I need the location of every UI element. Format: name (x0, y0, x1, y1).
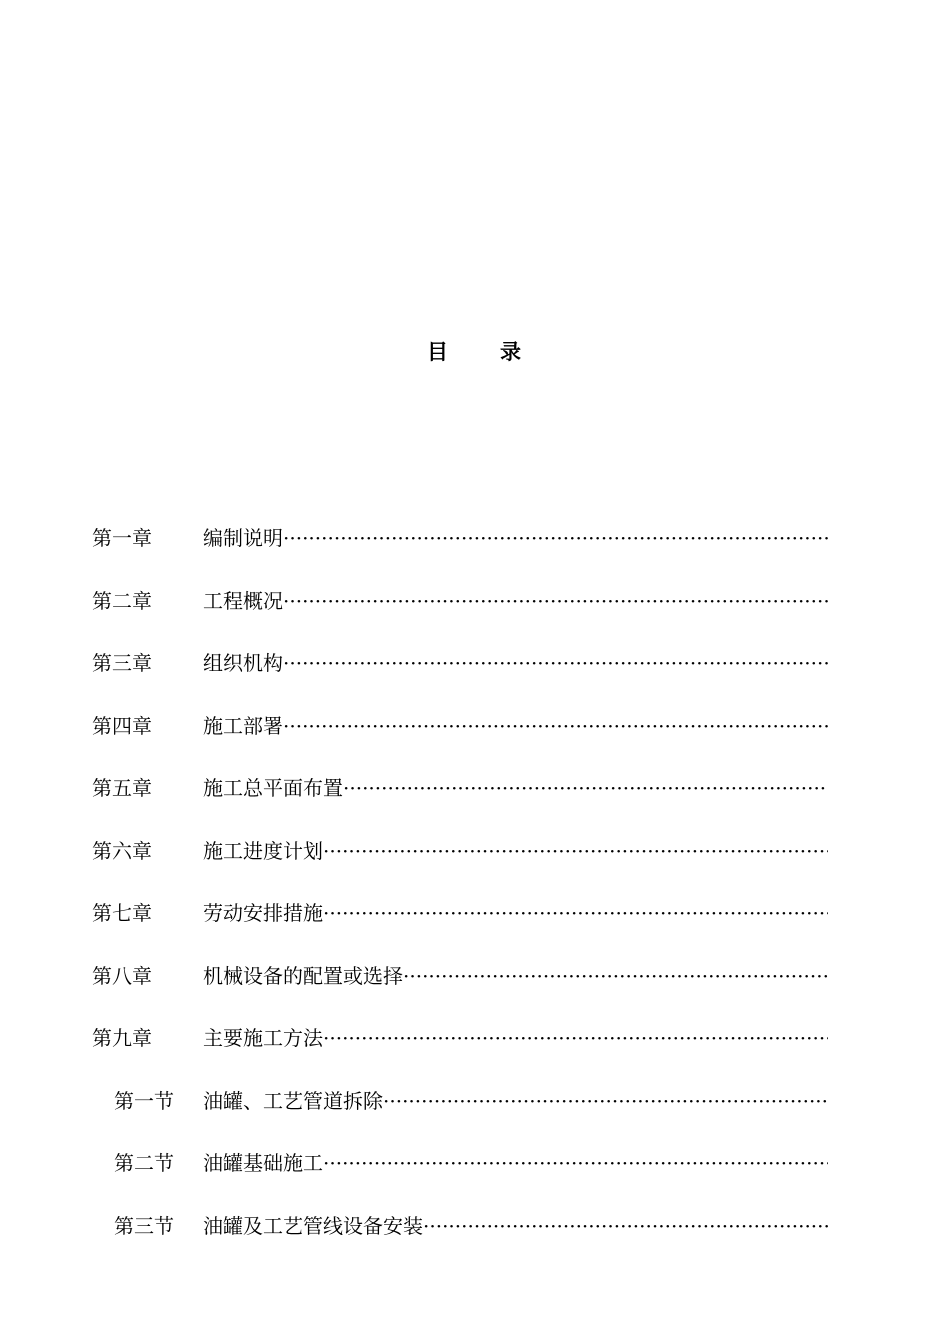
toc-entry-8[interactable] (92, 958, 828, 1021)
toc-entry-number: 第四章 (92, 713, 152, 738)
toc-entry-1[interactable] (92, 520, 828, 583)
dot-leader (323, 1145, 828, 1181)
toc-entry-5[interactable] (92, 770, 828, 833)
table-of-contents (92, 520, 828, 1270)
toc-entry-number: 第一节 (114, 1088, 174, 1113)
toc-entry-title: 主要施工方法 (203, 1026, 323, 1050)
toc-entry-number: 第三节 (114, 1213, 174, 1238)
dot-leader (323, 895, 828, 931)
toc-entry-6[interactable] (92, 833, 828, 896)
toc-entry-4[interactable] (92, 708, 828, 771)
toc-entry-number: 第六章 (92, 838, 152, 863)
page-title (0, 336, 950, 366)
toc-entry-title: 施工总平面布置 (203, 776, 343, 800)
toc-entry-3[interactable] (92, 645, 828, 708)
dot-leader (283, 583, 828, 619)
toc-entry-title: 工程概况 (203, 588, 283, 613)
dot-leader (423, 1208, 828, 1244)
toc-entry-11[interactable] (92, 1145, 828, 1208)
title-char-1: 目 (427, 339, 450, 364)
toc-entry-title: 油罐基础施工 (203, 1151, 323, 1175)
dot-leader (283, 708, 828, 744)
dot-leader (323, 833, 828, 869)
toc-entry-number: 第七章 (92, 901, 152, 925)
toc-entry-2[interactable] (92, 583, 828, 646)
toc-entry-title: 编制说明 (203, 526, 283, 550)
dot-leader (283, 520, 828, 556)
toc-entry-number: 第五章 (92, 776, 152, 800)
toc-entry-number: 第三章 (92, 651, 152, 675)
title-char-2: 录 (500, 339, 523, 364)
toc-entry-title: 机械设备的配置或选择 (203, 963, 403, 988)
toc-entry-number: 第一章 (92, 526, 152, 550)
toc-entry-12[interactable] (92, 1208, 828, 1271)
toc-entry-title: 施工部署 (203, 713, 283, 738)
dot-leader (343, 770, 828, 806)
dot-leader (323, 1020, 828, 1056)
toc-entry-7[interactable] (92, 895, 828, 958)
toc-entry-title: 油罐、工艺管道拆除 (203, 1088, 383, 1113)
toc-entry-number: 第九章 (92, 1026, 152, 1050)
toc-entry-title: 油罐及工艺管线设备安装 (203, 1213, 423, 1238)
dot-leader (383, 1083, 828, 1119)
toc-entry-number: 第二章 (92, 588, 152, 613)
toc-entry-number: 第八章 (92, 963, 152, 988)
toc-entry-title: 施工进度计划 (203, 838, 323, 863)
dot-leader (403, 958, 828, 994)
toc-entry-10[interactable] (92, 1083, 828, 1146)
toc-entry-9[interactable] (92, 1020, 828, 1083)
toc-entry-title: 组织机构 (203, 651, 283, 675)
toc-entry-number: 第二节 (114, 1151, 174, 1175)
dot-leader (283, 645, 828, 681)
toc-entry-title: 劳动安排措施 (203, 901, 323, 925)
